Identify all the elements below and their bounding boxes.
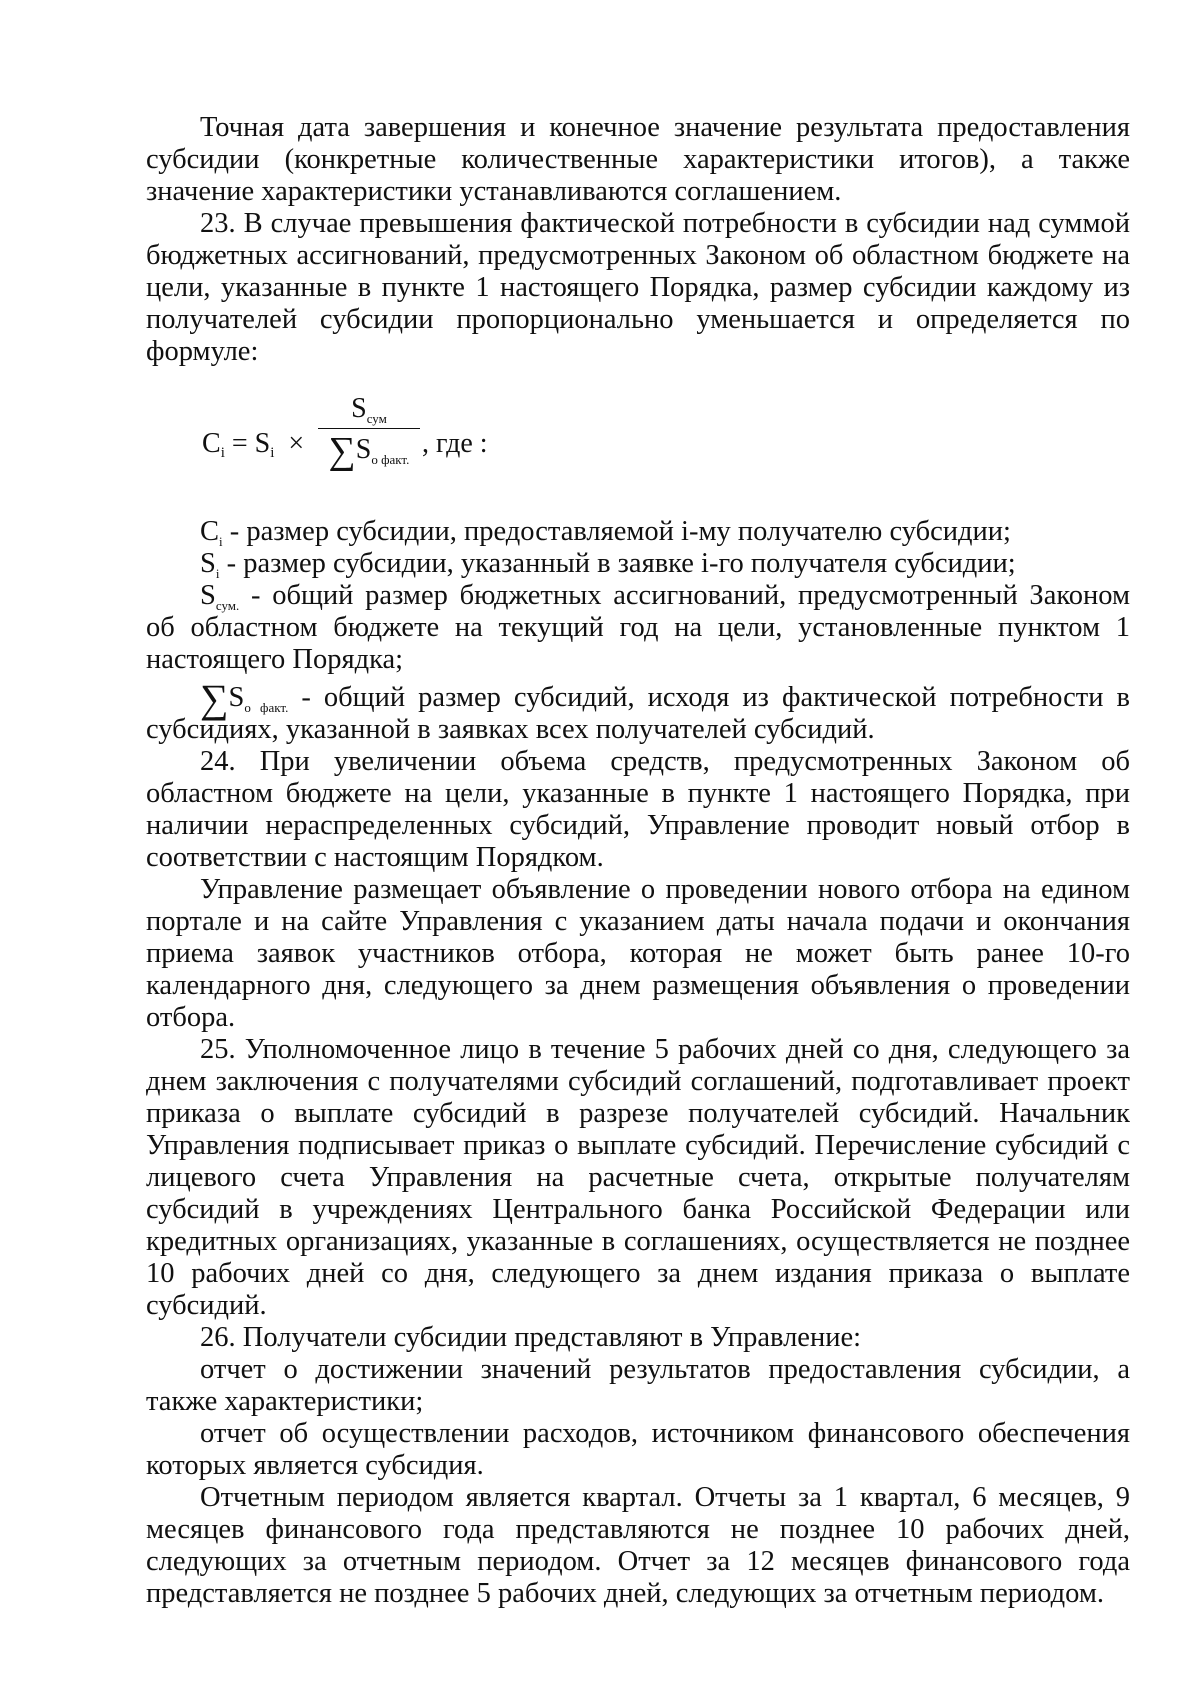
def-ci-symbol: C: [200, 516, 220, 547]
definition-ci: [146, 516, 1130, 548]
formula-den-sub: о факт.: [371, 452, 410, 467]
formula-where: , где :: [422, 428, 488, 459]
paragraph-24: 24. При увеличении объема средств, предусмотренных Законом об областном бюджете на цели, указанные в пункте 1 настоящего Порядка, при наличии нераспределенных субсидий, Управление проводит новый отбор в соответствии с настоящим Порядком.: [146, 746, 1130, 873]
formula-lhs: [202, 428, 304, 460]
paragraph-26-reporting-period: Отчетным периодом является квартал. Отчеты за 1 квартал, 6 месяцев, 9 месяцев финансового года представляются не позднее 10 рабочих дней, следующих за отчетным периодом. Отчет за 12 месяцев финансового года представляется не позднее 5 рабочих дней, следующих за отчетным периодом.: [146, 1482, 1130, 1609]
formula-sigma: ∑: [328, 430, 356, 472]
paragraph-24-announcement: Управление размещает объявление о проведении нового отбора на едином портале и на сайте Управления с указанием даты начала подачи и окончания приема заявок участников отбора, которая не может быть ранее 10-го календарного дня, следующего за днем размещения объявления о проведении отбора.: [146, 874, 1130, 1033]
def-sum-sigma: ∑: [200, 676, 229, 721]
def-si-symbol: S: [200, 548, 216, 579]
formula-num-sub: сум: [366, 411, 387, 426]
def-sum-symbol: S: [228, 682, 245, 713]
formula-times: ×: [288, 428, 305, 459]
formula-den-s: S: [355, 434, 372, 465]
def-ssum-sub: сум.: [215, 598, 240, 613]
formula-c-index: i: [220, 445, 225, 461]
formula-c-symbol: C: [202, 428, 221, 459]
def-ssum-symbol: S: [200, 580, 216, 611]
def-sum-sub: о факт.: [244, 700, 289, 715]
subsidy-formula: [146, 378, 1130, 506]
document-page: [146, 112, 1130, 1610]
def-ci-index: i: [219, 534, 223, 549]
formula-numerator: [318, 392, 420, 426]
definition-ssum: [146, 580, 1130, 676]
paragraph-26: 26. Получатели субсидии представляют в Управление:: [200, 1322, 862, 1353]
def-ci-text: - размер субсидии, предоставляемой i-му получателю субсидии;: [222, 516, 1011, 547]
definition-si: [146, 548, 1130, 580]
paragraph-23: 23. В случае превышения фактической потребности в субсидии над суммой бюджетных ассигнований, предусмотренных Законом об областном бюджете на цели, указанные в пункте 1 настоящего Порядка, размер субсидии каждому из получателей субсидии пропорционально уменьшается и определяется по формуле:: [146, 208, 1130, 367]
def-si-index: i: [215, 566, 220, 581]
formula-fraction: [318, 392, 420, 472]
formula-equals: =: [231, 428, 248, 459]
paragraph-26-report-results: отчет о достижении значений результатов предоставления субсидии, а также характеристики;: [146, 1354, 1130, 1417]
formula-s-index: i: [270, 445, 275, 461]
formula-num-s: S: [351, 393, 367, 424]
formula-denominator: [318, 430, 420, 472]
formula-fraction-bar: [318, 428, 420, 429]
def-si-text: - размер субсидии, указанный в заявке i-го получателя субсидии;: [219, 548, 1016, 579]
paragraph-26-report-expenses: отчет об осуществлении расходов, источником финансового обеспечения которых является субсидия.: [146, 1418, 1130, 1481]
def-ssum-text: - общий размер бюджетных ассигнований, предусмотренный Законом об областном бюджете на текущий год на цели, установленные пунктом 1 настоящего Порядка;: [146, 580, 1130, 675]
paragraph-25: 25. Уполномоченное лицо в течение 5 рабочих дней со дня, следующего за днем заключения с получателями субсидий соглашений, подготавливает проект приказа о выплате субсидий в разрезе получателей субсидий. Начальник Управления подписывает приказ о выплате субсидий. Перечисление субсидий с лицевого счета Управления на расчетные счета, открытые получателям субсидий в учреждениях Центрального банка Российской Федерации или кредитных организациях, указанные в соглашениях, осуществляется не позднее 10 рабочих дней со дня, следующего за днем издания приказа о выплате субсидий.: [146, 1034, 1130, 1321]
formula-s-symbol: S: [254, 428, 271, 459]
result-paragraph: Точная дата завершения и конечное значение результата предоставления субсидии (конкретные количественные характеристики итогов), а также значение характеристики устанавливаются соглашением.: [146, 112, 1130, 207]
def-sum-text: - общий размер субсидий, исходя из фактической потребности в субсидиях, указанной в заявках всех получателей субсидий.: [146, 682, 1130, 745]
definition-sum: [146, 676, 1130, 746]
